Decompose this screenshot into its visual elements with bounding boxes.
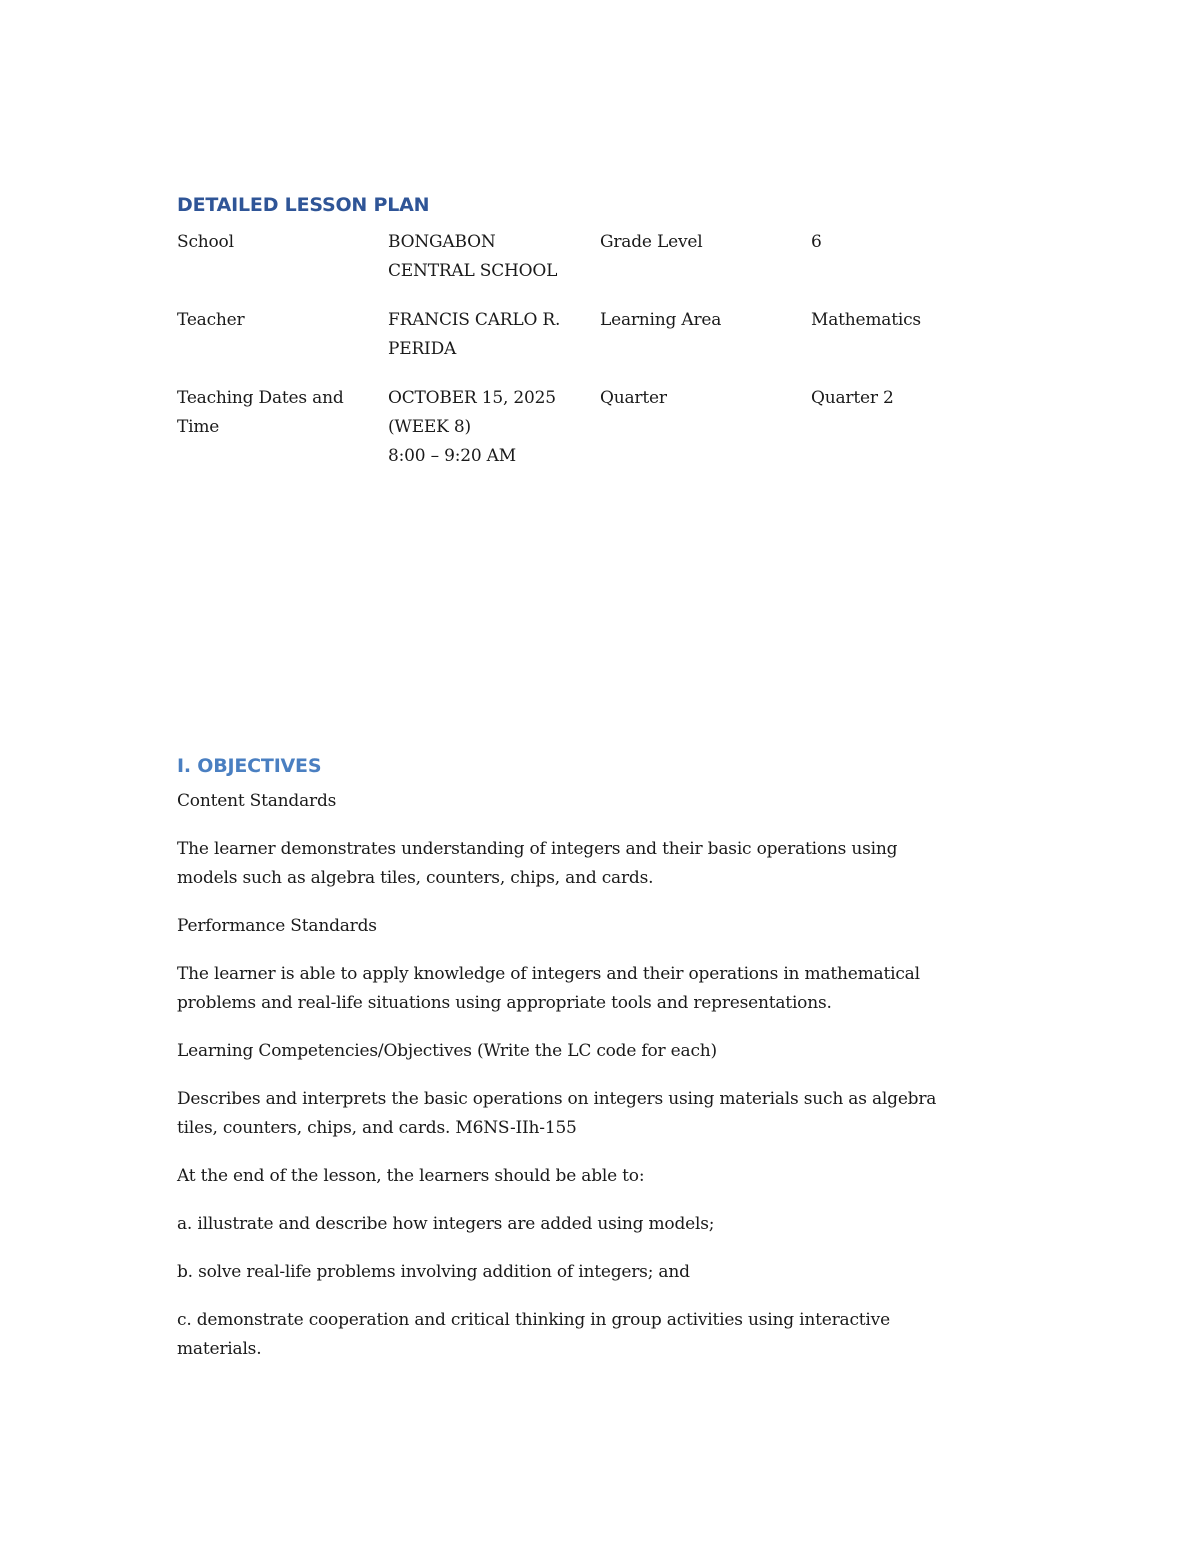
quarter-value: Quarter 2 (811, 388, 894, 408)
performance-standards-line-1: The learner is able to apply knowledge of integers and their operations in mathematical (177, 964, 920, 984)
teaching-dates-value-line-3: 8:00 – 9:20 AM (388, 446, 516, 466)
performance-standards-label: Performance Standards (177, 916, 377, 936)
objectives-intro: At the end of the lesson, the learners should be able to: (177, 1166, 645, 1186)
teacher-value (388, 306, 600, 384)
document-title: DETAILED LESSON PLAN (177, 194, 430, 216)
objective-item-c (177, 1306, 1017, 1364)
objectives-heading: I. OBJECTIVES (177, 755, 322, 777)
learning-area-label: Learning Area (600, 310, 722, 330)
lesson-info-table (177, 228, 967, 474)
objective-item-a: a. illustrate and describe how integers are added using models; (177, 1214, 715, 1234)
grade-level-value: 6 (811, 232, 822, 252)
teacher-value-line-1: FRANCIS CARLO R. (388, 310, 561, 330)
school-value-line-1: BONGABON (388, 232, 496, 252)
competencies-line-1: Describes and interprets the basic operations on integers using materials such as algebra (177, 1089, 937, 1109)
teacher-label: Teacher (177, 310, 245, 330)
objective-item-c-line-2: materials. (177, 1339, 262, 1359)
competencies-label: Learning Competencies/Objectives (Write the LC code for each) (177, 1041, 717, 1061)
competencies-text (177, 1085, 1017, 1143)
performance-standards-line-2: problems and real-life situations using appropriate tools and representations. (177, 993, 832, 1013)
grade-level-label: Grade Level (600, 232, 703, 252)
teaching-dates-value-line-2: (WEEK 8) (388, 417, 471, 437)
teacher-value-line-2: PERIDA (388, 339, 457, 359)
quarter-label: Quarter (600, 388, 667, 408)
objective-item-c-line-1: c. demonstrate cooperation and critical thinking in group activities using interactive (177, 1310, 890, 1330)
content-standards-line-2: models such as algebra tiles, counters, chips, and cards. (177, 868, 654, 888)
school-value (388, 228, 600, 306)
competencies-line-2: tiles, counters, chips, and cards. M6NS-IIh-155 (177, 1118, 577, 1138)
performance-standards-text (177, 960, 1017, 1018)
school-label: School (177, 232, 234, 252)
teaching-dates-value (388, 384, 600, 474)
objective-item-b: b. solve real-life problems involving addition of integers; and (177, 1262, 690, 1282)
teaching-dates-label-line-2: Time (177, 417, 220, 437)
info-row-dates (177, 384, 967, 474)
info-row-teacher (177, 306, 967, 384)
school-value-line-2: CENTRAL SCHOOL (388, 261, 558, 281)
teaching-dates-label (177, 384, 388, 474)
objectives-section (177, 787, 1017, 1383)
content-standards-label: Content Standards (177, 791, 337, 811)
learning-area-value: Mathematics (811, 310, 921, 330)
info-row-school (177, 228, 967, 306)
content-standards-line-1: The learner demonstrates understanding of integers and their basic operations using (177, 839, 898, 859)
teaching-dates-value-line-1: OCTOBER 15, 2025 (388, 388, 556, 408)
teaching-dates-label-line-1: Teaching Dates and (177, 388, 344, 408)
content-standards-text (177, 835, 1017, 893)
